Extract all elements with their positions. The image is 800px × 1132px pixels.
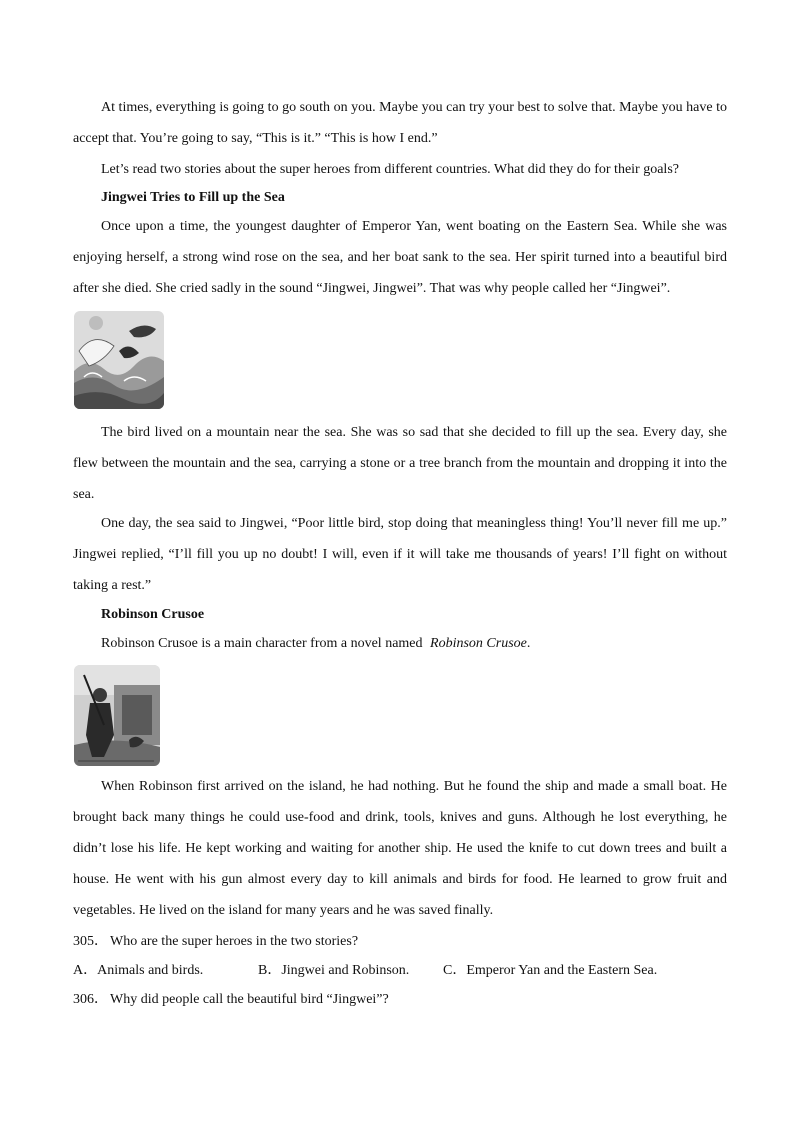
option-text: Emperor Yan and the Eastern Sea.	[466, 963, 658, 978]
question-text: Who are the super heroes in the two stories?	[110, 934, 359, 949]
intro-paragraph-1: At times, everything is going to go south on you. Maybe you can try your best to solve that. Maybe you have to accept that. You’re going to say, “This is it.” “This is how I end.”	[73, 100, 727, 146]
story1-paragraph-3: One day, the sea said to Jingwei, “Poor little bird, stop doing that meaningless thing! You’ll never fill me up.” Jingwei replied, “I’ll fill you up no doubt! I will, even if it will take me thousands of years! I’ll fight on without taking a rest.”	[73, 516, 727, 593]
question-305	[73, 932, 358, 952]
bird-over-waves-illustration	[74, 311, 164, 409]
option-label: C．	[443, 963, 467, 978]
option-text: Animals and birds.	[97, 963, 204, 978]
question-number: 306．	[73, 992, 108, 1007]
question-number: 305．	[73, 934, 108, 949]
story1-title: Jingwei Tries to Fill up the Sea	[101, 190, 285, 205]
option-label: B．	[258, 963, 282, 978]
story2-intro	[101, 634, 530, 654]
option-c[interactable]	[443, 961, 657, 981]
option-text: Jingwei and Robinson.	[281, 963, 410, 978]
robinson-crusoe-illustration	[74, 665, 160, 766]
option-a[interactable]	[73, 961, 203, 981]
story1-paragraph-1: Once upon a time, the youngest daughter of Emperor Yan, went boating on the Eastern Sea. While she was enjoying herself, a strong wind rose on the sea, and her boat sank to the sea. Her spirit turned into a beautiful bird after she died. She cried sadly in the sound “Jingwei, Jingwei”. That was why people called her “Jingwei”.	[73, 219, 727, 296]
intro-paragraph-2: Let’s read two stories about the super heroes from different countries. What did they do for their goals?	[101, 162, 679, 177]
option-label: A．	[73, 963, 98, 978]
story2-title: Robinson Crusoe	[101, 607, 205, 622]
story1-paragraph-2: The bird lived on a mountain near the sea. She was so sad that she decided to fill up the sea. Every day, she flew between the mountain and the sea, carrying a stone or a tree branch from the mountain and dropping it into the sea.	[73, 425, 727, 502]
novel-title: Robinson Crusoe	[430, 636, 527, 651]
option-b[interactable]	[258, 961, 409, 981]
story2-paragraph-1: When Robinson first arrived on the island, he had nothing. But he found the ship and made a small boat. He brought back many things he could use-food and drink, tools, knives and guns. Although he lost everything, he didn’t lose his life. He kept working and waiting for another ship. He used the knife to cut down trees and built a house. He went with his gun almost every day to kill animals and birds for food. He learned to grow fruit and vegetables. He lived on the island for many years and he was saved finally.	[73, 779, 727, 918]
question-306	[73, 990, 389, 1010]
story2-intro-prefix: Robinson Crusoe is a main character from a novel named	[101, 636, 427, 651]
story2-intro-suffix: .	[526, 636, 531, 651]
question-text: Why did people call the beautiful bird “Jingwei”?	[110, 992, 389, 1007]
